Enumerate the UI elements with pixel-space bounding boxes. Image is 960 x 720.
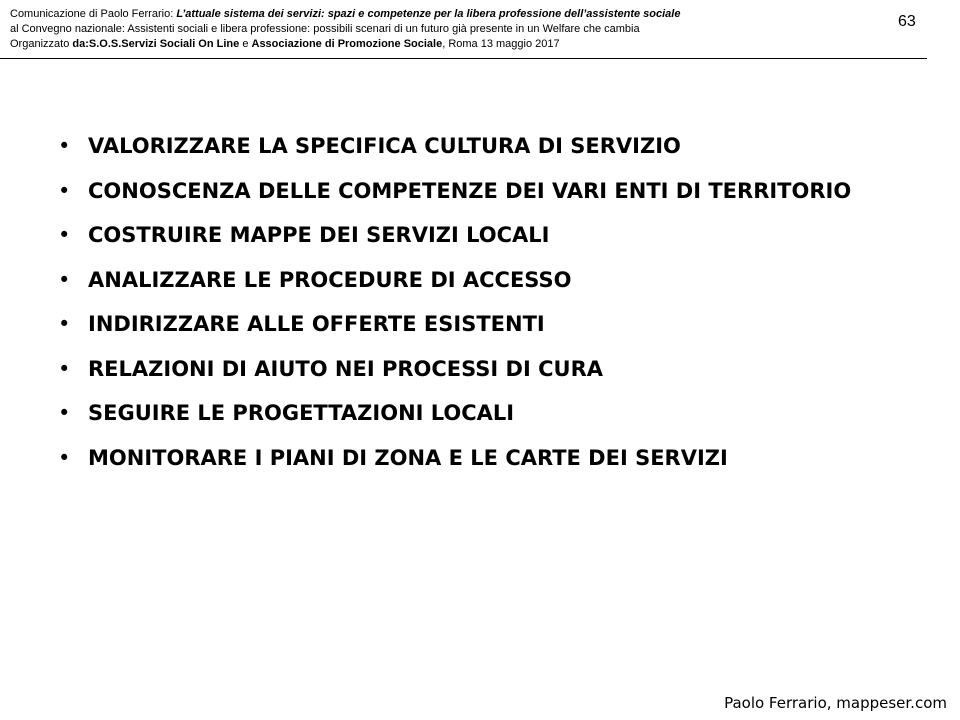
- bullet-icon: •: [58, 312, 71, 336]
- bullet-icon: •: [58, 356, 71, 381]
- bullet-icon: •: [58, 267, 71, 292]
- organizer-2: Associazione di Promozione Sociale: [251, 38, 443, 50]
- bullet-icon: •: [58, 223, 71, 247]
- bullet-item: [58, 258, 918, 303]
- bullet-item: [58, 124, 918, 169]
- bullet-icon: •: [58, 178, 71, 203]
- slide-header: [10, 7, 890, 52]
- event-date: , Roma 13 maggio 2017: [442, 38, 560, 50]
- bullet-text: RELAZIONI DI AIUTO NEI PROCESSI DI CURA: [88, 356, 603, 381]
- bullet-icon: •: [58, 401, 71, 425]
- bullet-list: [58, 124, 918, 480]
- organizer-conjunction: e: [239, 38, 252, 50]
- bullet-item: [58, 347, 918, 392]
- bullet-icon: •: [58, 445, 71, 470]
- header-line-3: [10, 37, 890, 52]
- bullet-item: [58, 213, 918, 258]
- bullet-text: CONOSCENZA DELLE COMPETENZE DEI VARI ENTI DI TERRITORIO: [88, 178, 852, 203]
- footer-credit: Paolo Ferrario, mappeser.com: [724, 694, 947, 712]
- bullet-item: [58, 436, 918, 481]
- header-line-2: al Convegno nazionale: Assistenti sociali e libera professione: possibili scenari di un futuro già presente in un Welfare che cambia: [10, 23, 640, 35]
- bullet-text: COSTRUIRE MAPPE DEI SERVIZI LOCALI: [88, 223, 550, 247]
- header-prefix: Comunicazione di Paolo Ferrario:: [10, 8, 177, 20]
- talk-title: L’attuale sistema dei servizi: spazi e competenze per la libera professione dell’assistente sociale: [176, 8, 681, 20]
- bullet-item: [58, 302, 918, 347]
- bullet-text: VALORIZZARE LA SPECIFICA CULTURA DI SERVIZIO: [88, 134, 681, 158]
- bullet-item: [58, 391, 918, 436]
- bullet-icon: •: [58, 134, 71, 158]
- page-number: 63: [898, 13, 916, 30]
- organized-prefix: Organizzato: [10, 38, 73, 50]
- bullet-text: MONITORARE I PIANI DI ZONA E LE CARTE DEI SERVIZI: [88, 445, 728, 470]
- header-line-1: [10, 7, 890, 22]
- header-divider: [0, 58, 927, 59]
- bullet-text: SEGUIRE LE PROGETTAZIONI LOCALI: [88, 401, 515, 425]
- bullet-text: ANALIZZARE LE PROCEDURE DI ACCESSO: [88, 267, 572, 292]
- bullet-item: [58, 169, 918, 214]
- organizer-1: da:S.O.S.Servizi Sociali On Line: [72, 38, 240, 50]
- bullet-text: INDIRIZZARE ALLE OFFERTE ESISTENTI: [88, 312, 545, 336]
